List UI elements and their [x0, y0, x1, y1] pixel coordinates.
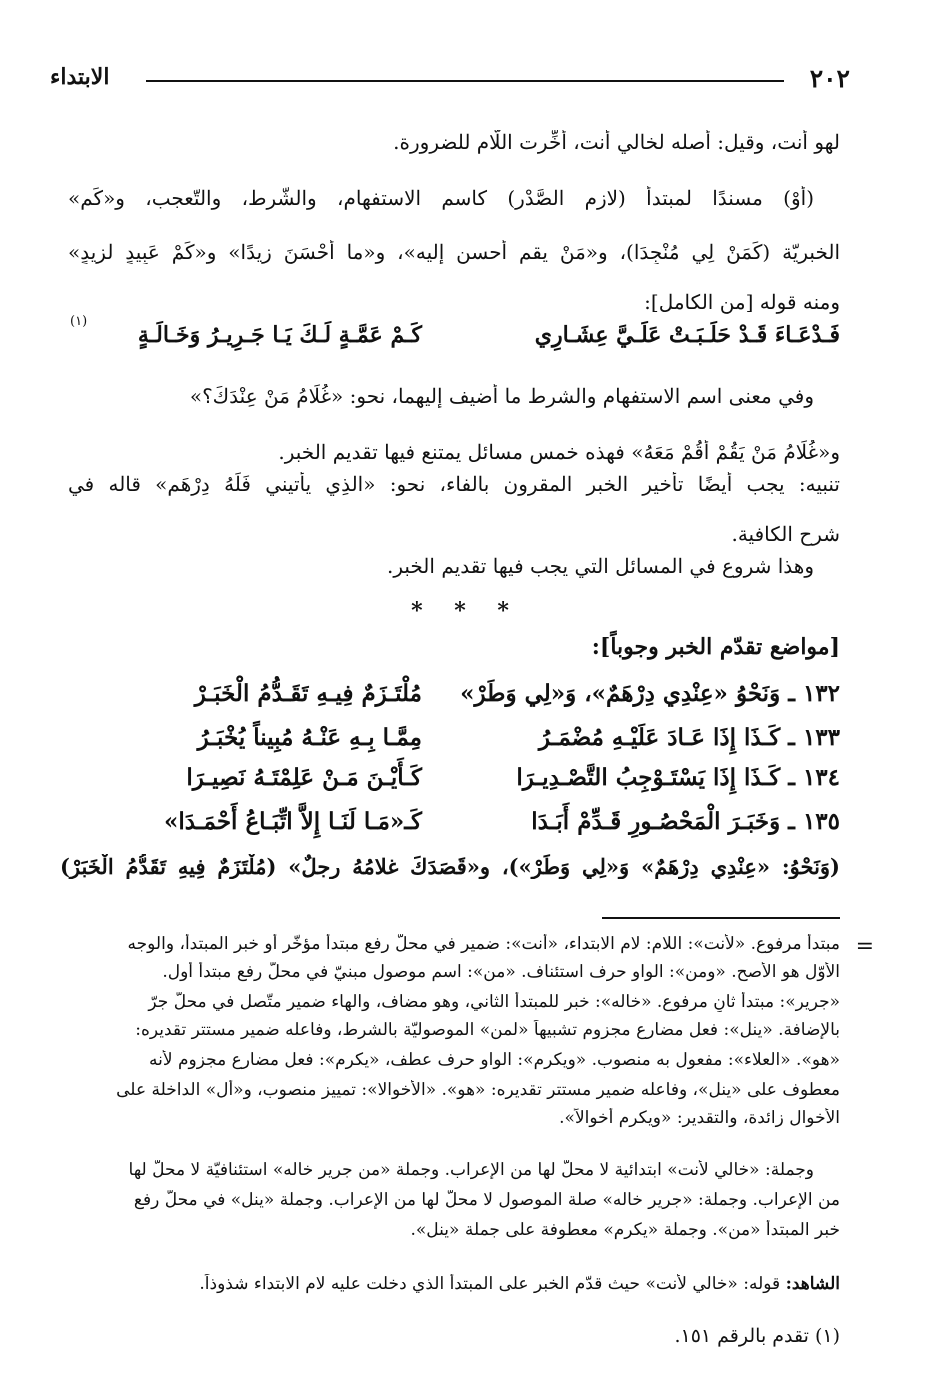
section-heading: [مواضع تقدّم الخبر وجوباً]:: [591, 634, 840, 660]
body-line: لهو أنت، وقيل: أصله لخالي أنت، أُخِّرت اللّام للضرورة.: [393, 130, 840, 154]
poem-line-left: مُلْتَـزَمٌ فِيـهِ تَقَـدُّمُ الْخَبَـرْ: [194, 680, 422, 707]
footnote-ref: (١): [70, 314, 88, 329]
body-line: ومنه قوله [من الكامل]:: [644, 290, 840, 314]
chapter-title: الابتداء: [50, 64, 110, 90]
poem-line-left: كَـ«مَـا لَنَـا إِلاَّ اتِّبَـاعُ أَحْمَـدَا»: [163, 808, 422, 835]
body-line: وهذا شروع في المسائل التي يجب فيها تقديم الخبر.: [386, 554, 814, 578]
note-line: «جرير»: مبتدأ ثانٍ مرفوع. «خاله»: خبر للمبتدأ الثاني، وهو مضاف، والهاء ضمير متّصل في محلّ جرّ: [148, 992, 840, 1012]
body-line: (أوْ) مسندًا لمبتدأ (لازِمِ الصَّدْرِ) كاسم الاستفهام، والشّرط، والتّعجب، و«كَم»: [68, 186, 814, 210]
shahid-text: قوله: «خالي لأنت» حيث قدّم الخبر على المبتدأ الذي دخلت عليه لام الابتداء شذوذاً.: [199, 1274, 781, 1294]
poem-line-right: ١٣٤ ـ كَـذَا إِذَا يَسْتَـوْجِبُ التَّصْـدِيـرَا: [516, 764, 840, 791]
note-line: معطوف على «ينل»، وفاعله ضمير مستتر تقديره: «هو». «الأخوالا»: تمييز منصوب، و«أل» الداخلة على: [116, 1080, 840, 1100]
note-line: مبتدأ مرفوع. «لأنت»: اللام: لام الابتداء، «أنت»: ضمير في محلّ رفع مبتدأ مؤخّر أو خبر المبتدأ، والوجه: [127, 934, 840, 954]
verse-second-hemistich: كَـمْ عَمَّـةٍ لَـكَ يَـا جَـرِيـرُ وَخَـالَـةٍ: [137, 322, 422, 348]
note-line: الأوّل هو الأصح. «ومن»: الواو حرف استئناف. «من»: اسم موصول مبنيّ في محلّ رفع مبتدأ أول.: [162, 962, 840, 982]
note-line: خبر المبتدأ «من». وجملة «يكرم» معطوفة على جملة «ينل».: [410, 1220, 840, 1240]
continuation-mark: =: [855, 934, 874, 959]
verse-first-hemistich: فَـدْعَـاءَ قَـدْ حَلَـبَـتْ عَلَـيَّ عِشَـارِي: [534, 322, 840, 348]
shahid-label: الشاهد:: [785, 1274, 840, 1294]
poem-line-right: ١٣٣ ـ كَـذَا إِذَا عَـادَ عَلَيْـهِ مُضْمَـرُ: [538, 724, 840, 751]
footnote: (١) تقدم بالرقم ١٥١.: [674, 1325, 840, 1347]
shahid-line: [46, 1274, 840, 1294]
note-line: وجملة: «خالي لأنت» ابتدائية لا محلّ لها من الإعراب. وجملة «من جرير خاله» استئنافيّة لا محلّ لها: [128, 1160, 814, 1180]
note-line: الأخوال زائدة، والتقدير: «ويكرم أخوالاً».: [559, 1108, 840, 1128]
poem-line-right: ١٣٥ ـ وَخَبَـرَ الْمَحْصُـورِ قَـدِّمْ أَبَـدَا: [531, 808, 840, 835]
header-rule: [146, 80, 784, 82]
body-line: وفي معنى اسم الاستفهام والشرط ما أضيف إليهما، نحو: «غُلَامُ مَنْ عِنْدَكَ؟»: [189, 384, 814, 408]
commentary-line: (وَنَحْوُ: «عِنْدِي دِرْهَمٌ» وَ«لِي وَطَرْ»)، و«قَصَدَكَ غلامُهُ رجلٌ» (مُلْتَزَمٌ فِيهِ تَقَدُّمُ الْخَبَرْ): [60, 854, 840, 879]
body-line: شرح الكافية.: [731, 522, 840, 546]
poem-line-left: مِمَّـا بِـهِ عَنْـهُ مُبِيناً يُخْبَـرُ: [197, 724, 422, 751]
poem-line-left: كَـأَيْـنَ مَـنْ عَلِمْتَـهُ نَصِيـرَا: [186, 764, 422, 791]
body-line: تنبيه: يجب أيضًا تأخير الخبر المقرون بالفاء، نحو: «الذِي يأتيني فَلَهُ دِرْهَم» قاله في: [68, 472, 840, 496]
page-header: [50, 56, 850, 96]
notes-separator: [602, 917, 840, 919]
poem-line-right: ١٣٢ ـ وَنَحْوُ «عِنْدِي دِرْهَمٌ»، وَ«لِي وَطَرْ»: [460, 680, 840, 707]
body-line: و«غُلَامُ مَنْ يَقُمْ أَقُمْ مَعَهُ» فهذه خمس مسائل يمتنع فيها تقديم الخبر.: [278, 440, 840, 464]
note-line: بالإضافة. «ينل»: فعل مضارع مجزوم تشبيهاً «لمن» الموصوليّة بالشرط، وفاعله ضمير مستتر تقديره:: [135, 1020, 840, 1040]
note-line: «هو». «العلاء»: مفعول به منصوب. «ويكرم»: الواو حرف عطف، «يكرم»: فعل مضارع مجزوم لأنه: [149, 1050, 840, 1070]
section-divider: * * *: [411, 598, 521, 624]
note-line: من الإعراب. وجملة: «جرير خاله» صلة الموصول لا محلّ لها من الإعراب. وجملة «ينل» في محلّ رفع: [133, 1190, 840, 1210]
body-line: الخبريّة (كَمَنْ لِي مُنْجِدَا)، و«مَنْ يقم أحسن إليه»، و«ما أَحْسَنَ زيدًا» و«كَمْ عَبِيدٍ لزيدٍ»: [68, 240, 840, 264]
page-number: ٢٠٢: [809, 64, 850, 93]
